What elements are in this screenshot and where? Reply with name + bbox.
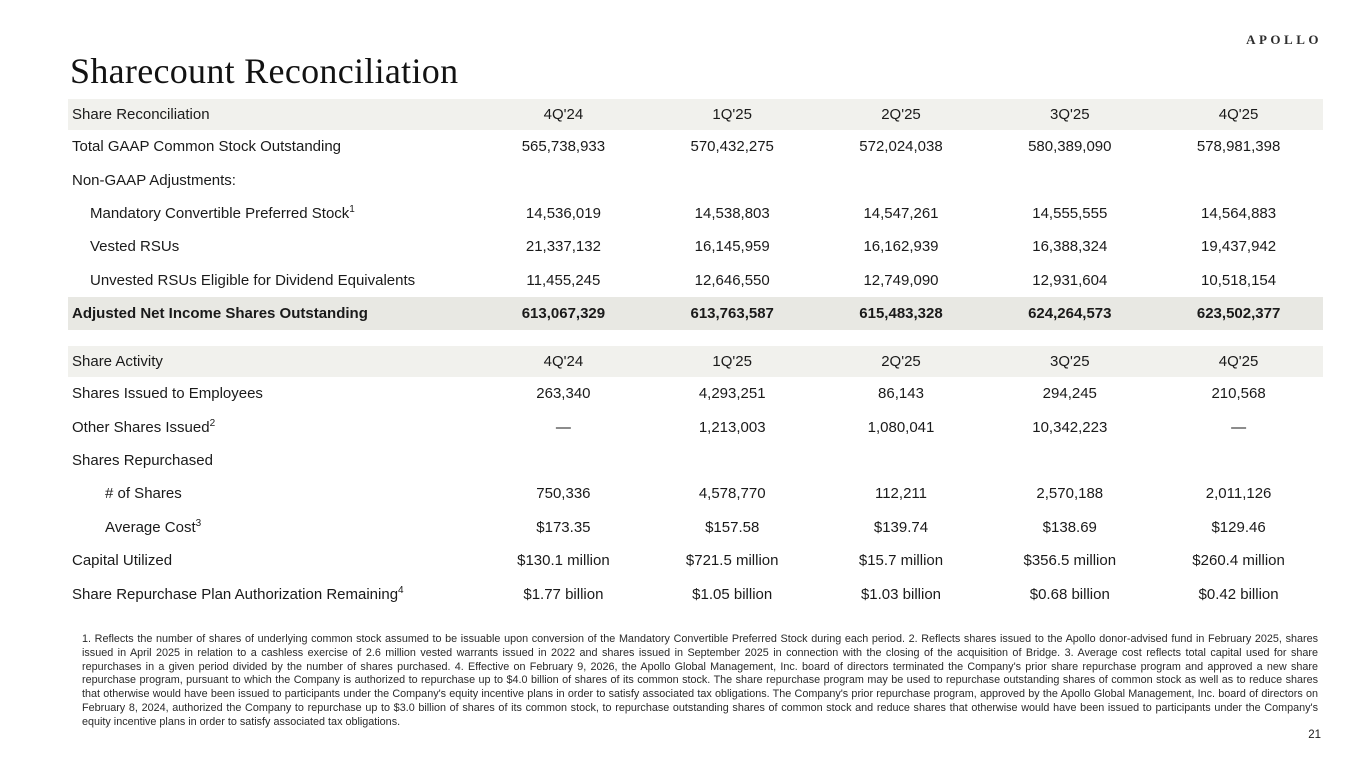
row-label: Mandatory Convertible Preferred Stock$^1$ xyxy=(90,203,355,222)
row-value: 4,293,251 xyxy=(698,385,766,403)
row-value: 578,981,398 xyxy=(1196,138,1281,156)
row-value: $0.68 billion xyxy=(1029,585,1110,603)
row-value: 2,011,126 xyxy=(1205,485,1272,503)
row-value: 565,738,933 xyxy=(521,138,606,156)
column-header: 2Q'25 xyxy=(881,353,921,370)
row-value: $138.69 xyxy=(1042,518,1097,536)
row-value: 10,518,154 xyxy=(1201,271,1277,289)
row-label: Total GAAP Common Stock Outstanding xyxy=(72,138,342,156)
total-row-value: 623,502,377 xyxy=(1196,304,1281,322)
table2-rows xyxy=(68,377,1323,611)
row-value: $1.05 billion xyxy=(692,585,773,603)
table-row xyxy=(68,163,1323,196)
row-label: Capital Utilized xyxy=(72,552,173,570)
row-value: 12,931,604 xyxy=(1032,271,1108,289)
footnote-marker: 4 xyxy=(398,584,404,596)
row-value: 14,555,555 xyxy=(1032,204,1108,222)
row-value: $1.03 billion xyxy=(860,585,942,603)
column-header: 4Q'25 xyxy=(1218,353,1259,370)
row-label: Shares Repurchased xyxy=(72,451,213,469)
row-label: Vested RSUs xyxy=(90,238,180,256)
row-label: Share Repurchase Plan Authorization Remaining$^4$ xyxy=(72,584,404,603)
footnote-marker: 1 xyxy=(349,203,355,215)
row-value: $0.42 billion xyxy=(1198,585,1279,603)
section-header-label: Share Activity xyxy=(72,353,163,370)
row-value: $1.77 billion xyxy=(523,585,604,603)
row-value: 750,336 xyxy=(536,485,591,503)
row-value: 263,340 xyxy=(536,385,591,403)
row-value: $139.74 xyxy=(873,518,929,536)
total-row-value: 615,483,328 xyxy=(859,304,943,322)
row-value: $260.4 million xyxy=(1192,552,1285,570)
share-reconciliation-header-row xyxy=(68,99,1323,130)
column-header: 4Q'24 xyxy=(543,106,584,123)
row-value: 572,024,038 xyxy=(859,138,943,156)
page-title: Sharecount Reconciliation xyxy=(70,51,459,91)
row-label: Unvested RSUs Eligible for Dividend Equivalents xyxy=(90,271,416,289)
row-label: Shares Issued to Employees xyxy=(72,385,263,403)
page-number: 21 xyxy=(1308,729,1321,741)
table-row xyxy=(68,264,1323,297)
share-reconciliation-table xyxy=(68,99,1323,330)
row-value: 21,337,132 xyxy=(525,238,601,256)
total-row-value: 613,067,329 xyxy=(521,304,606,322)
row-value: 86,143 xyxy=(878,385,924,403)
share-activity-table xyxy=(68,346,1323,611)
table-row xyxy=(68,230,1323,263)
row-value: 210,568 xyxy=(1211,385,1266,403)
table-row xyxy=(68,477,1323,510)
row-value: 4,578,770 xyxy=(698,485,766,503)
row-label: Other Shares Issued$^2$ xyxy=(72,417,216,436)
row-value: 12,646,550 xyxy=(694,271,770,289)
row-value: 16,388,324 xyxy=(1032,238,1108,256)
table-row xyxy=(68,544,1323,577)
table-row xyxy=(68,410,1323,443)
column-header: 1Q'25 xyxy=(712,353,752,370)
row-value: $129.46 xyxy=(1211,518,1266,536)
table-row xyxy=(68,577,1323,610)
row-value: — xyxy=(555,418,571,436)
section-header-label: Share Reconciliation xyxy=(72,106,210,123)
row-value: 10,342,223 xyxy=(1032,418,1108,436)
column-header: 1Q'25 xyxy=(712,106,752,123)
column-header: 4Q'25 xyxy=(1218,106,1259,123)
row-value: 11,455,245 xyxy=(526,271,601,289)
row-value: 570,432,275 xyxy=(690,138,774,156)
row-value: 12,749,090 xyxy=(863,271,939,289)
row-value: 14,564,883 xyxy=(1201,204,1277,222)
row-value: 14,538,803 xyxy=(694,204,770,222)
row-value: 112,211 xyxy=(874,485,927,503)
row-value: $356.5 million xyxy=(1023,552,1117,570)
row-value: 14,547,261 xyxy=(863,204,939,222)
footnote-marker: 3 xyxy=(195,517,202,529)
table1-rows xyxy=(68,130,1323,297)
total-row-label: Adjusted Net Income Shares Outstanding xyxy=(72,304,368,322)
row-value: 1,080,041 xyxy=(867,418,935,436)
row-value: $15.7 million xyxy=(858,552,944,570)
row-label: Average Cost$^3$ xyxy=(105,517,202,536)
apollo-logo: APOLLO xyxy=(1246,32,1322,47)
table-row xyxy=(68,377,1323,410)
column-header: 3Q'25 xyxy=(1050,106,1090,123)
row-value: 1,213,003 xyxy=(698,418,766,436)
column-header: 2Q'25 xyxy=(881,106,921,123)
share-activity-header-row xyxy=(68,346,1323,377)
row-label: # of Shares xyxy=(105,485,182,503)
row-value: 19,437,942 xyxy=(1201,238,1277,256)
column-header: 4Q'24 xyxy=(543,353,584,370)
column-header: 3Q'25 xyxy=(1050,353,1090,370)
table-row xyxy=(68,130,1323,163)
row-value: 16,145,959 xyxy=(694,238,770,256)
table-row xyxy=(68,511,1323,544)
row-value: 16,162,939 xyxy=(863,238,939,256)
row-value: 580,389,090 xyxy=(1028,138,1112,156)
adjusted-net-income-total-row xyxy=(68,297,1323,330)
table-row xyxy=(68,197,1323,230)
total-row-value: 624,264,573 xyxy=(1028,304,1112,322)
row-value: $721.5 million xyxy=(685,552,779,570)
row-value: $130.1 million xyxy=(517,552,610,570)
row-value: — xyxy=(1231,418,1247,436)
row-label: Non-GAAP Adjustments: xyxy=(72,171,236,189)
table-row xyxy=(68,444,1323,477)
total-row-value: 613,763,587 xyxy=(690,304,774,322)
footnote-marker: 2 xyxy=(209,417,216,429)
row-value: 2,570,188 xyxy=(1036,485,1104,503)
row-value: $173.35 xyxy=(536,518,591,536)
footnotes: 1. Reflects the number of shares of underlying common stock assumed to be issuable upon conversion of the Mandatory Convertible Preferred Stock during each period. 2. Reflects shares issued to the Apollo donor-advised fund in February 2025, shares issued in April 2025 in relation to a cashless exercise of 2.6 million vested warrants issued in 2022 and shares issued in September 2025 in connection with the closing of the acquisition of Bridge. 3. Average cost reflects total capital used for share repurchases in a given period divided by the number of shares purchased. 4. Effective on February 9, 2026, the Apollo Global Management, Inc. board of directors terminated the Company's prior share repurchase program and approved a new share repurchase program, pursuant to which the Company is authorized to repurchase up to $4.0 billion of shares of its common stock. The share repurchase program may be used to repurchase outstanding shares of common stock as well as to reduce shares that otherwise would have been issued to participants under the Company's equity incentive plans in order to satisfy associated tax obligations. The Company's prior repurchase program, approved by the Apollo Global Management, Inc. board of directors on February 8, 2024, authorized the Company to repurchase up to $3.0 billion of shares of its common stock, to repurchase outstanding shares of common stock and reduce shares that otherwise would have been issued to participants under the Company's equity incentive plans in order to satisfy associated tax obligations. xyxy=(82,633,1318,728)
row-value: 14,536,019 xyxy=(525,204,601,222)
row-value: $157.58 xyxy=(705,518,760,536)
row-value: 294,245 xyxy=(1042,385,1097,403)
